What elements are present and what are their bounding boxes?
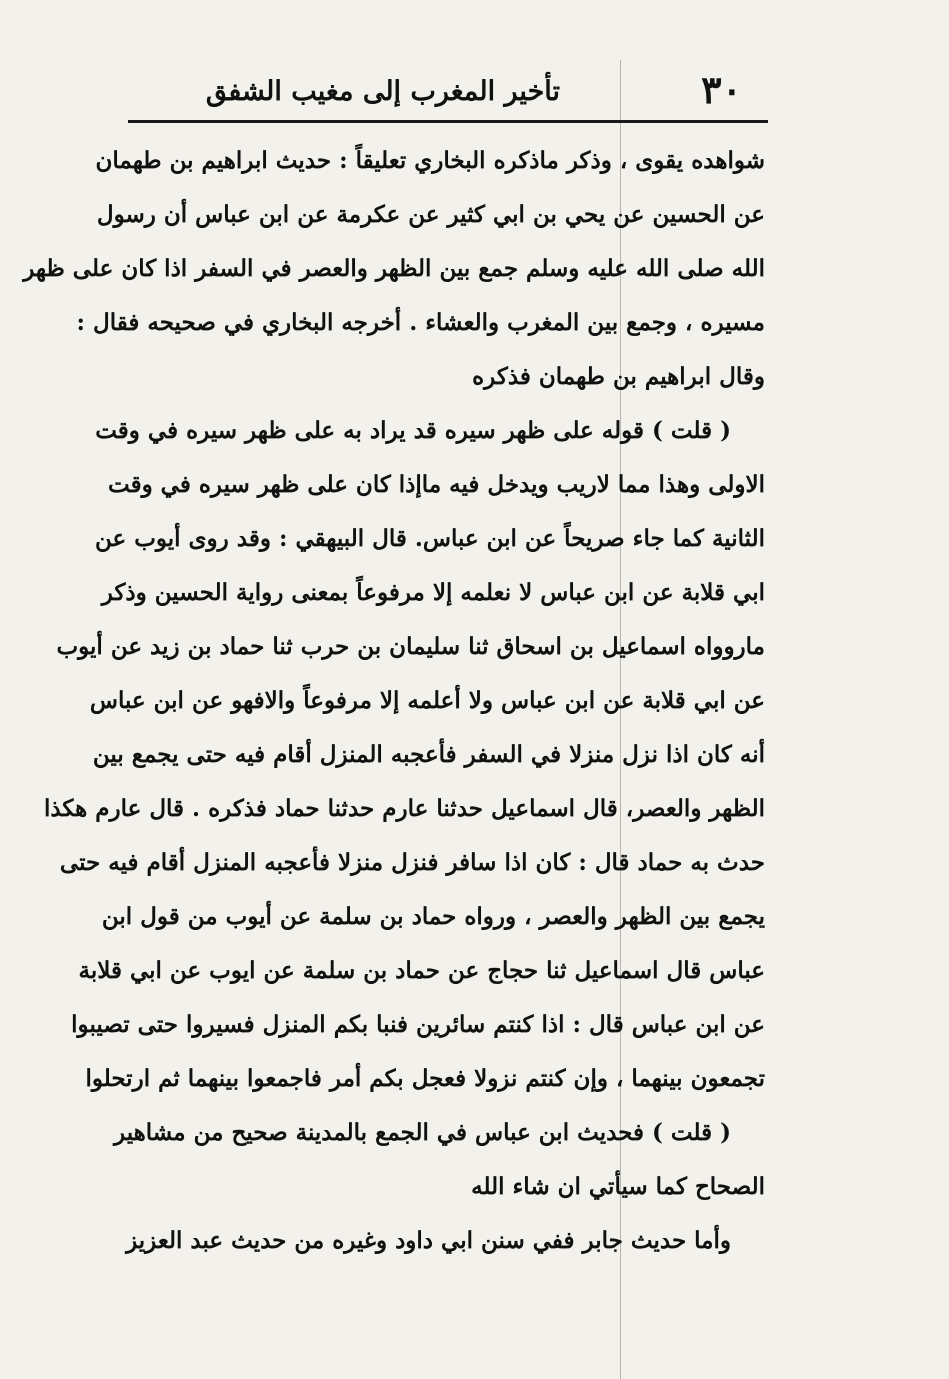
header-rule — [128, 120, 768, 123]
text-line: الثانية كما جاء صريحاً عن ابن عباس. قال البيهقي : وقد روى أيوب عن — [94, 525, 765, 552]
text-line: تجمعون بينهما ، وإن كنتم نزولا فعجل بكم أمر فاجمعوا بينهما ثم ارتحلوا — [85, 1065, 765, 1092]
text-line: الاولى وهذا مما لاريب ويدخل فيه ماإذا كان على ظهر سيره في وقت — [107, 471, 765, 498]
text-line: أنه كان اذا نزل منزلا في السفر فأعجبه المنزل أقام فيه حتى يجمع بين — [92, 741, 765, 768]
text-line: شواهده يقوى ، وذكر ماذكره البخاري تعليقاً : حديث ابراهيم بن طهمان — [95, 147, 765, 174]
body-text — [23, 134, 765, 1268]
text-line: ( قلت ) قوله على ظهر سيره قد يراد به على ظهر سيره في وقت — [95, 417, 731, 444]
text-line: حدث به حماد قال : كان اذا سافر فنزل منزلا فأعجبه المنزل أقام فيه حتى — [59, 849, 765, 876]
text-line: ماروواه اسماعيل بن اسحاق ثنا سليمان بن حرب ثنا حماد بن زيد عن أيوب — [56, 633, 765, 660]
text-line: عباس قال اسماعيل ثنا حجاج عن حماد بن سلمة عن ايوب عن ابي قلابة — [78, 957, 765, 984]
text-line: ابي قلابة عن ابن عباس لا نعلمه إلا مرفوعاً بمعنى رواية الحسين وذكر — [101, 579, 765, 606]
text-line: ( قلت ) فحديث ابن عباس في الجمع بالمدينة صحيح من مشاهير — [114, 1119, 731, 1146]
text-line: مسيره ، وجمع بين المغرب والعشاء . أخرجه البخاري في صحيحه فقال : — [76, 309, 765, 336]
text-line: الصحاح كما سيأتي ان شاء الله — [471, 1173, 765, 1200]
text-line: عن الحسين عن يحي بن ابي كثير عن عكرمة عن ابن عباس أن رسول — [96, 201, 765, 228]
running-title: تأخير المغرب إلى مغيب الشفق — [205, 76, 560, 107]
text-line: عن ابن عباس قال : اذا كنتم سائرين فنبا بكم المنزل فسيروا حتى تصيبوا — [71, 1011, 765, 1038]
text-line: الله صلى الله عليه وسلم جمع بين الظهر والعصر في السفر اذا كان على ظهر — [23, 255, 765, 282]
text-line: الظهر والعصر، قال اسماعيل حدثنا عارم حدثنا حماد فذكره . قال عارم هكذا — [43, 795, 765, 822]
page-header — [120, 66, 760, 118]
text-line: يجمع بين الظهر والعصر ، ورواه حماد بن سلمة عن أيوب من قول ابن — [101, 903, 765, 930]
text-line: وأما حديث جابر ففي سنن ابي داود وغيره من حديث عبد العزيز — [126, 1227, 731, 1254]
text-line: عن ابي قلابة عن ابن عباس ولا أعلمه إلا مرفوعاً والافهو عن ابن عباس — [89, 687, 765, 714]
page-number: ٣٠ — [701, 67, 742, 112]
text-line: وقال ابراهيم بن طهمان فذكره — [472, 363, 765, 390]
